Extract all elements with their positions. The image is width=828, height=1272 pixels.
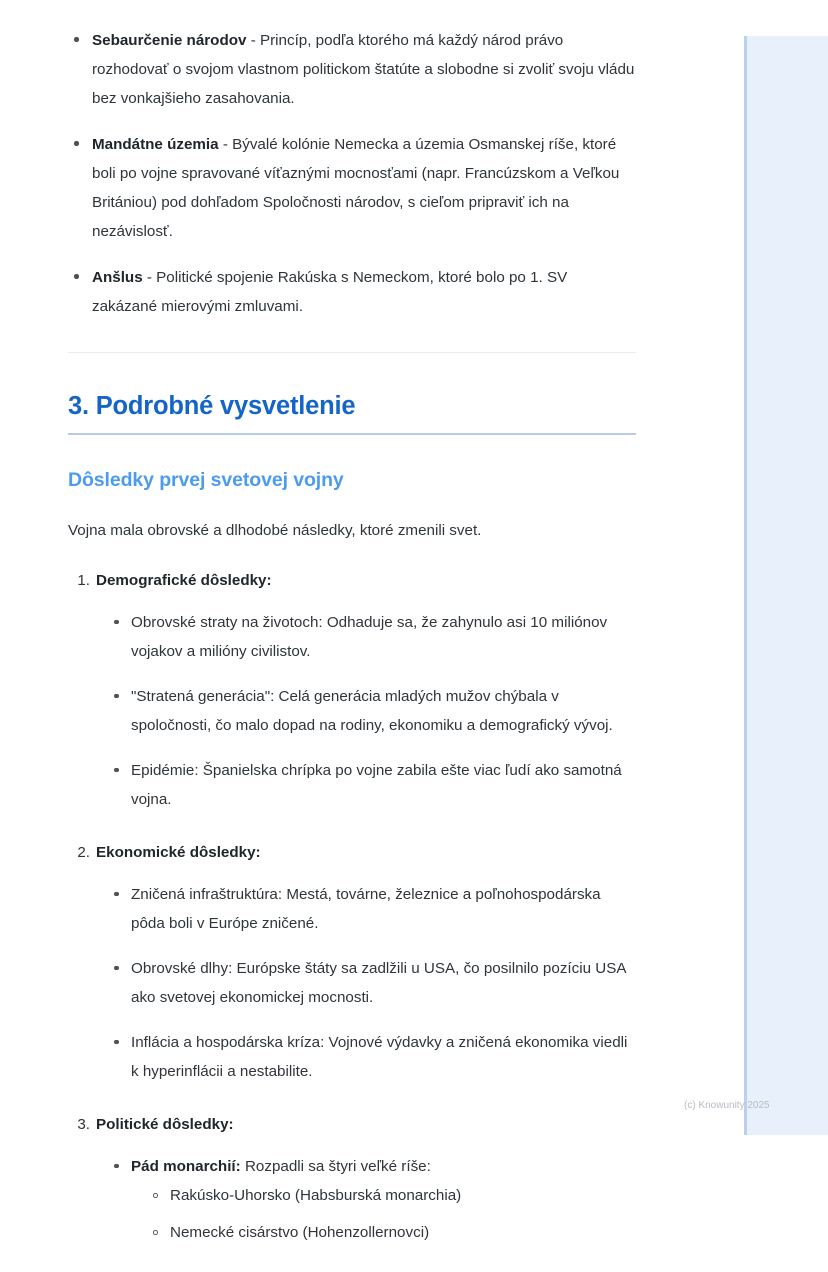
- sub-list: [96, 608, 636, 814]
- list-item: [109, 1152, 636, 1246]
- list-item: [149, 1183, 636, 1209]
- glossary-dash: -: [246, 32, 260, 49]
- list-item-text: Rakúsko-Uhorsko (Habsburská monarchia): [170, 1187, 462, 1205]
- list-item-bold-lead: Pád monarchií:: [131, 1158, 241, 1176]
- bullet-dot-icon: [114, 892, 119, 897]
- list-item: [68, 26, 636, 113]
- glossary-term: Anšlus: [92, 269, 143, 286]
- bullet-circle-icon: [153, 1230, 158, 1235]
- page-title: 3. Podrobné vysvetlenie: [68, 392, 356, 420]
- sub-list: [96, 1152, 636, 1246]
- list-item: [109, 682, 636, 740]
- list-item-text: Obrovské dlhy: Európske štáty sa zadlžili u USA, čo posilnilo pozíciu USA ako svetovej ekonomickej mocnosti.: [131, 960, 626, 1007]
- glossary-definition: Princíp, podľa ktorého má každý národ právo rozhodovať o svojom vlastnom politickom štatúte a slobodne si zvoliť svoju vládu bez vonkajšieho zasahovania.: [92, 32, 635, 107]
- section-title-underline: [68, 433, 636, 435]
- list-item: [109, 954, 636, 1012]
- document-content: [68, 26, 636, 1246]
- sub-sub-list: [131, 1183, 636, 1246]
- bullet-circle-icon: [153, 1193, 158, 1198]
- list-item-label: Ekonomické dôsledky:: [96, 844, 261, 862]
- list-item: [68, 1112, 636, 1246]
- section-subtitle: Dôsledky prvej svetovej vojny: [68, 469, 344, 492]
- bullet-dot-icon: [114, 694, 119, 699]
- list-item: [149, 1220, 636, 1246]
- glossary-definition: Bývalé kolónie Nemecka a územia Osmanskej ríše, ktoré boli po vojne spravované víťaznými mocnosťami (napr. Francúzskom a Veľkou Britániou) pod dohľadom Spoločnosti národov, s cieľom pripraviť ich na nezávislosť.: [92, 136, 620, 240]
- list-item-text: "Stratená generácia": Celá generácia mladých mužov chýbala v spoločnosti, čo malo dopad na rodiny, ekonomiku a demografický vývoj.: [131, 688, 613, 735]
- list-item: [68, 130, 636, 246]
- bullet-dot-icon: [114, 1164, 119, 1169]
- glossary-term: Sebaurčenie národov: [92, 32, 247, 49]
- bullet-dot-icon: [114, 966, 119, 971]
- bullet-dot-icon: [74, 37, 79, 42]
- list-item: [109, 756, 636, 814]
- list-item-text: Zničená infraštruktúra: Mestá, továrne, železnice a poľnohospodárska pôda boli v Európe zničené.: [131, 886, 601, 933]
- list-item-text: Rozpadli sa štyri veľké ríše:: [240, 1158, 431, 1176]
- bullet-dot-icon: [74, 141, 79, 146]
- sub-list: [96, 880, 636, 1086]
- glossary-list: [68, 26, 636, 321]
- list-item-label: Demografické dôsledky:: [96, 572, 272, 590]
- consequences-list: [68, 568, 636, 1246]
- right-side-panel: [744, 36, 828, 1135]
- section-divider: [68, 352, 636, 353]
- list-item-text: Epidémie: Španielska chrípka po vojne zabila ešte viac ľudí ako samotná vojna.: [131, 762, 622, 809]
- list-number: 2.: [77, 844, 90, 862]
- list-item: [68, 840, 636, 1086]
- list-item: [109, 608, 636, 666]
- bullet-dot-icon: [74, 274, 79, 279]
- footer-credit: (c) Knowunity 2025: [684, 1100, 770, 1111]
- glossary-definition: Politické spojenie Rakúska s Nemeckom, ktoré bolo po 1. SV zakázané mierovými zmluvami.: [92, 269, 568, 315]
- list-item: [109, 880, 636, 938]
- list-item-label: Politické dôsledky:: [96, 1116, 234, 1134]
- list-number: 3.: [77, 1116, 90, 1134]
- glossary-term: Mandátne územia: [92, 136, 219, 153]
- list-item: [68, 263, 636, 321]
- bullet-dot-icon: [114, 768, 119, 773]
- list-item: [68, 568, 636, 814]
- list-item: [109, 1028, 636, 1086]
- list-item-text: Obrovské straty na životoch: Odhaduje sa, že zahynulo asi 10 miliónov vojakov a milióny civilistov.: [131, 614, 608, 661]
- glossary-dash: -: [218, 136, 233, 153]
- section-lead-paragraph: Vojna mala obrovské a dlhodobé následky, ktoré zmenili svet.: [68, 522, 482, 540]
- list-item-text: Inflácia a hospodárska kríza: Vojnové výdavky a zničená ekonomika viedli k hyperinflácii a nestabilite.: [131, 1034, 628, 1081]
- glossary-dash: -: [142, 269, 157, 286]
- list-number: 1.: [77, 572, 90, 590]
- bullet-dot-icon: [114, 1040, 119, 1045]
- bullet-dot-icon: [114, 620, 119, 625]
- list-item-text: Nemecké cisárstvo (Hohenzollernovci): [170, 1224, 430, 1242]
